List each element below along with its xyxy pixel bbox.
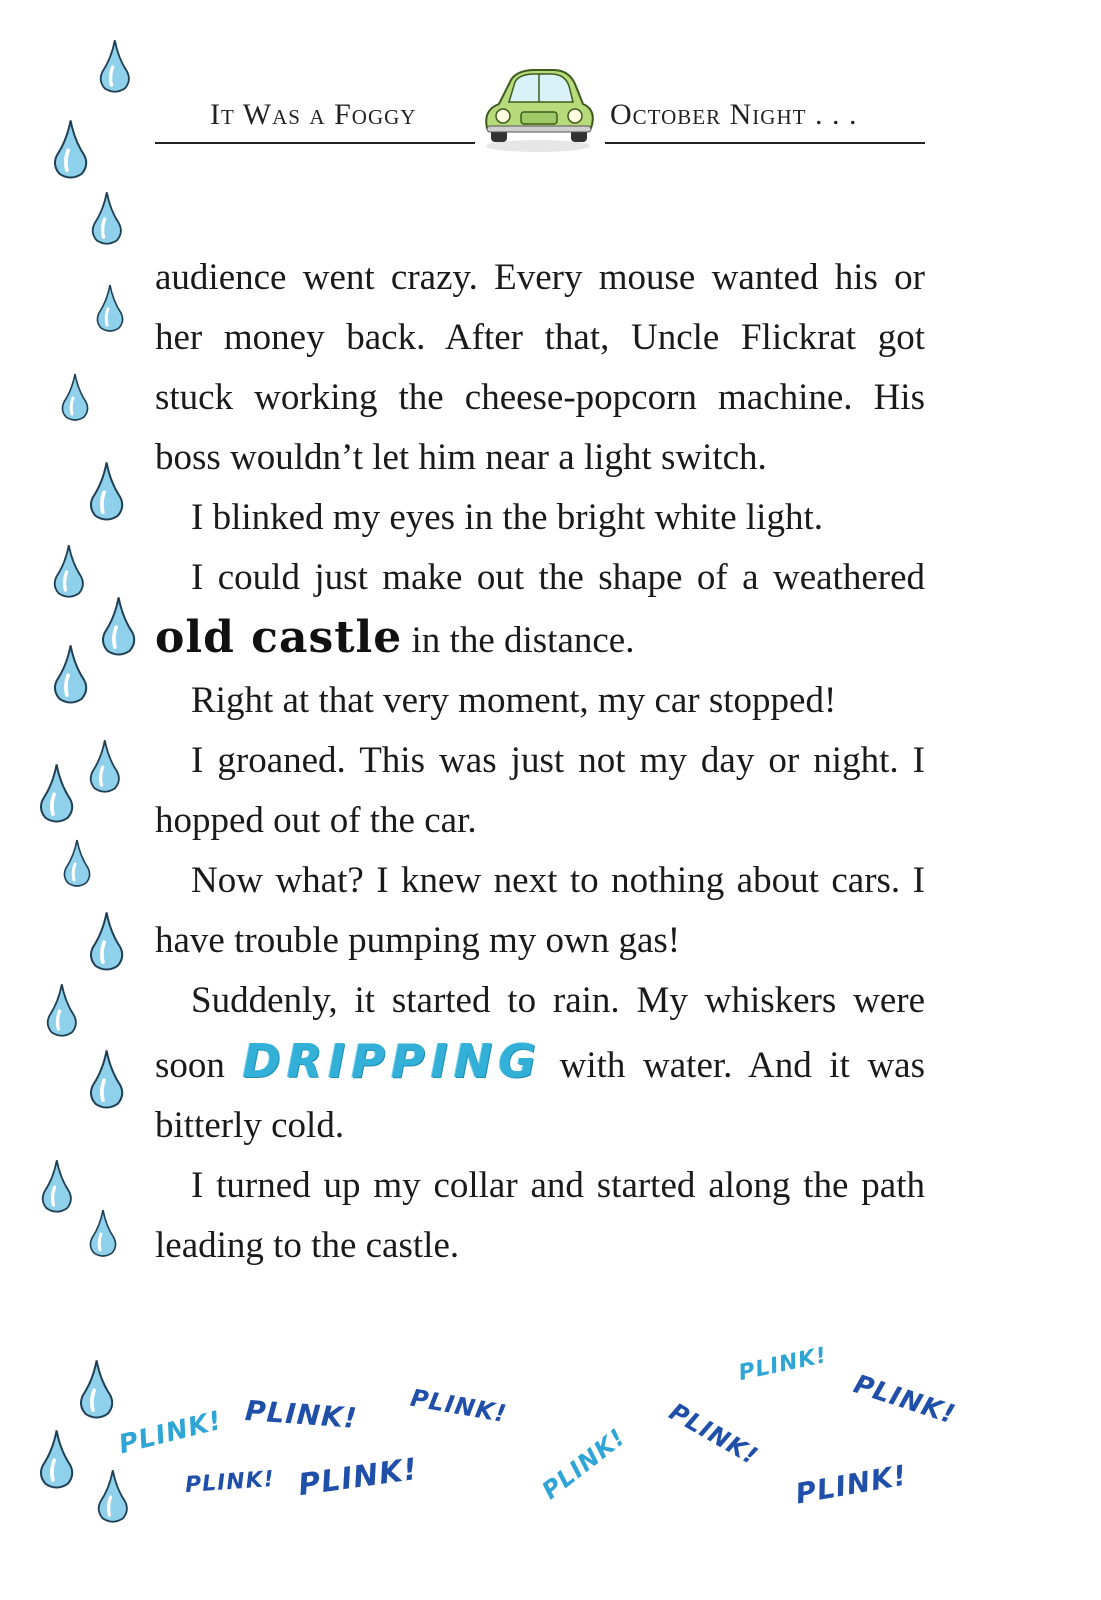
raindrop-icon [40, 1158, 74, 1214]
raindrop-icon [45, 982, 79, 1038]
raindrop-icon [52, 643, 89, 705]
raindrop-icon [88, 1048, 125, 1110]
paragraph-3-end: in the distance. [402, 620, 635, 661]
car-illustration [473, 58, 603, 156]
raindrop-icon [88, 910, 125, 972]
plink-text: PLINK! [296, 1451, 421, 1504]
paragraph-3 [155, 548, 925, 671]
raindrop-icon [88, 738, 122, 794]
plink-text: PLINK! [408, 1383, 510, 1429]
raindrop-icon [38, 1428, 75, 1490]
raindrop-icon [60, 372, 90, 422]
plink-text: PLINK! [184, 1466, 276, 1499]
paragraph-3-start: I could just make out the shape of a weathered [191, 557, 925, 598]
header-rule-right [605, 142, 925, 144]
paragraph-4: Right at that very moment, my car stopped! [191, 680, 837, 721]
plink-text: PLINK! [536, 1422, 631, 1506]
raindrop-icon [100, 595, 137, 657]
old-castle-emphasis: old castle [155, 612, 403, 663]
plink-text: PLINK! [849, 1369, 960, 1431]
paragraph-7 [155, 971, 925, 1156]
raindrop-icon [98, 38, 132, 94]
raindrop-icon [90, 190, 124, 246]
paragraph-7-start: Suddenly, it started to rain. My whiskers were soon [155, 980, 925, 1086]
header-right-text: October Night . . . [610, 98, 858, 131]
raindrop-icon [38, 762, 75, 824]
paragraph-2: I blinked my eyes in the bright white light. [191, 497, 823, 538]
raindrop-icon [96, 1468, 130, 1524]
running-header [155, 58, 925, 158]
raindrop-icon [52, 118, 89, 180]
plink-text: PLINK! [115, 1405, 226, 1461]
header-rule-left [155, 142, 475, 144]
plink-text: PLINK! [243, 1394, 359, 1435]
raindrop-icon [78, 1358, 115, 1420]
raindrop-icon [62, 838, 92, 888]
paragraph-6: Now what? I knew next to nothing about cars. I have trouble pumping my own gas! [155, 860, 925, 961]
paragraph-5: I groaned. This was just not my day or night. I hopped out of the car. [155, 740, 925, 841]
paragraph-8: I turned up my collar and started along the path leading to the castle. [155, 1165, 925, 1266]
header-left-text: It Was a Foggy [210, 98, 417, 131]
plink-text: PLINK! [792, 1458, 910, 1511]
plink-text: PLINK! [736, 1342, 830, 1387]
raindrop-icon [88, 460, 125, 522]
plink-text: PLINK! [664, 1397, 763, 1471]
raindrop-icon [52, 543, 86, 599]
paragraph-1: audience went crazy. Every mouse wanted his or her money back. After that, Uncle Flickrat got stuck working the cheese-popcorn machine. His boss wouldn’t let him near a light switch. [155, 257, 925, 478]
story-text [155, 248, 925, 1276]
raindrop-icon [95, 283, 125, 333]
raindrop-icon [88, 1208, 118, 1258]
dripping-emphasis: DRIPPING [242, 1034, 543, 1088]
paragraph-7-end: with water. And it was bitterly cold. [155, 1045, 926, 1146]
